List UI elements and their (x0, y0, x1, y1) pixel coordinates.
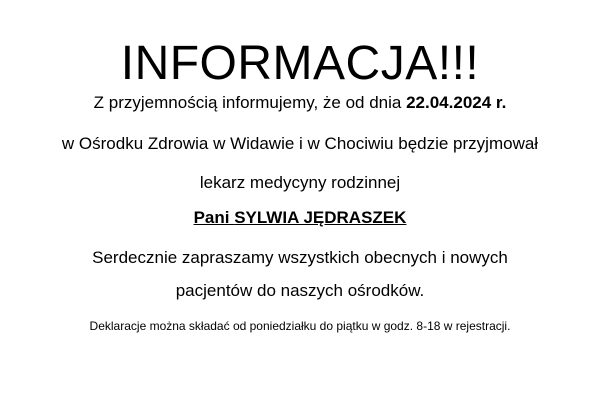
doctor-prefix: Pani (193, 208, 235, 227)
intro-line (0, 92, 600, 114)
footer-note: Deklaracje można składać od poniedziałku do piątku w godz. 8-18 w rejestracji. (89, 319, 511, 333)
specialty-line: lekarz medycyny rodzinnej (199, 173, 401, 192)
intro-text: Z przyjemnością informujemy, że od dnia (93, 93, 407, 112)
doctor-line (0, 207, 600, 229)
doctor-name: SYLWIA JĘDRASZEK (234, 208, 407, 227)
notice-title: INFORMACJA!!! (120, 37, 480, 90)
invitation-line: Serdecznie zapraszamy wszystkich obecnych i nowych (92, 248, 508, 267)
start-date: 22.04.2024 r. (406, 93, 507, 112)
location-line: w Ośrodku Zdrowia w Widawie i w Chociwiu będzie przyjmował (61, 134, 539, 153)
invitation-line-2: pacjentów do naszych ośrodków. (175, 281, 425, 300)
